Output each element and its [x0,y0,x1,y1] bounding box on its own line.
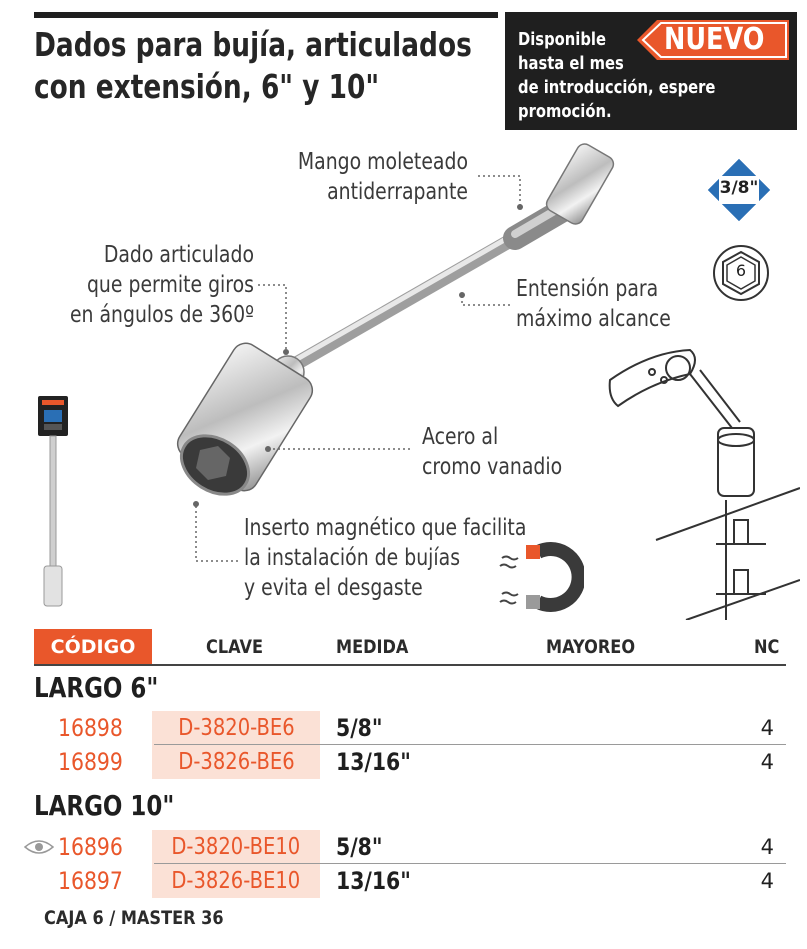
row-medida: 13/16" [336,867,411,895]
row-clave-text: D-3820-BE6 [177,715,295,741]
product-title [34,24,472,108]
feature-magnet [244,513,539,603]
drive-size-label: 3/8" [719,178,759,198]
feature-handle-line-1: Mango moleteado [297,149,468,175]
row-nc: 4 [760,869,774,893]
promo-line-2: hasta el mes [518,53,624,74]
feature-extension [516,274,680,334]
title-line-1: Dados para bujía, articulados [34,25,472,64]
header-medida: MEDIDA [336,636,409,658]
table-header [34,629,786,665]
feature-handle [256,147,468,207]
feature-magnet-line-1: Inserto magnético que facilita [244,515,527,541]
row-code: 16898 [58,714,123,742]
row-nc: 4 [760,716,774,740]
feature-steel [422,422,586,482]
row-clave-text: D-3820-BE10 [171,834,301,860]
eye-icon[interactable] [24,839,54,855]
magnet-icon [498,538,584,616]
row-clave [152,864,320,898]
feature-extension-line-1: Entensión para [516,276,659,302]
row-clave [152,830,320,864]
promo-line-1: Disponible [518,29,607,50]
packaged-product-image [30,392,76,614]
table-row [34,830,786,864]
row-code: 16896 [58,833,123,861]
feature-joint [54,240,254,330]
header-clave: CLAVE [206,636,264,658]
feature-joint-line-3: en ángulos de 360º [69,302,255,328]
row-medida: 5/8" [336,833,383,861]
header-code: CÓDIGO [34,629,152,665]
table-row [34,864,786,898]
feature-handle-line-2: antiderrapante [327,179,468,205]
row-medida: 13/16" [336,748,411,776]
header-rule [34,664,786,666]
header-mayoreo: MAYOREO [546,636,636,658]
feature-magnet-line-3: y evita el desgaste [244,575,423,601]
usage-illustration [606,340,800,620]
group-title: LARGO 6" [34,671,159,704]
row-nc: 4 [760,750,774,774]
six-point-label: 6 [735,261,747,280]
table-row [34,745,786,779]
row-code: 16899 [58,748,123,776]
promo-text [518,28,739,124]
feature-magnet-line-2: la instalación de bujías [244,545,461,571]
row-code: 16897 [58,867,123,895]
feature-steel-line-1: Acero al [422,424,499,450]
row-clave-text: D-3826-BE10 [171,868,301,894]
feature-steel-line-2: cromo vanadio [422,454,563,480]
feature-joint-line-1: Dado articulado [103,242,254,268]
title-line-2: con extensión, 6" y 10" [34,67,380,106]
row-clave-text: D-3826-BE6 [177,749,295,775]
nuevo-badge: NUEVO [664,22,765,57]
row-clave [152,745,320,779]
row-medida: 5/8" [336,714,383,742]
row-clave [152,711,320,745]
packaging-info: CAJA 6 / MASTER 36 [44,907,224,929]
promo-line-3: de introducción, espere [518,77,716,98]
feature-extension-line-2: máximo alcance [516,306,671,332]
promo-line-4: promoción. [518,101,612,122]
row-nc: 4 [760,835,774,859]
feature-joint-line-2: que permite giros [86,272,254,298]
header-nc: NC [754,636,780,658]
group-title: LARGO 10" [34,789,175,822]
title-rule [34,12,498,18]
table-row [34,711,786,745]
